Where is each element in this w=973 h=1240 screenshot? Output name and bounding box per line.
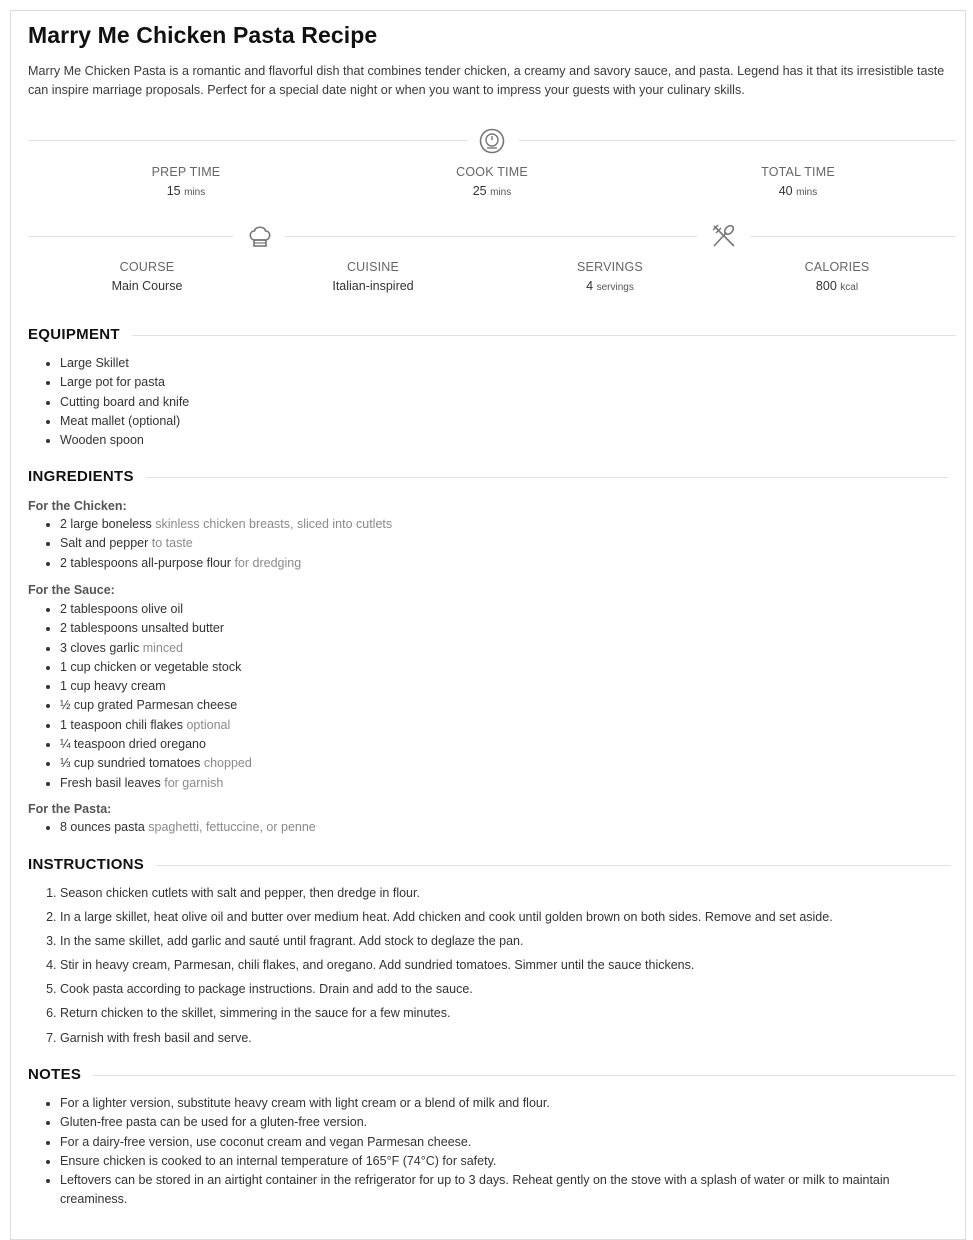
instruction-step: 2. In a large skillet, heat olive oil and butter over medium heat. Add chicken and cook until golden brown on both sides. Remove and set aside.: [60, 905, 833, 929]
ingredient-item: [60, 619, 252, 638]
calories-unit: kcal: [840, 282, 859, 293]
prep-time-unit: mins: [184, 187, 206, 198]
calories-label: CALORIES: [804, 260, 870, 274]
course: [47, 260, 247, 293]
ingredient-name: 2 large boneless: [60, 517, 152, 531]
servings: [510, 260, 710, 293]
instruction-step: 1. Season chicken cutlets with salt and pepper, then dredge in flour.: [60, 881, 833, 905]
note-item: • For a dairy-free version, use coconut cream and vegan Parmesan cheese.: [60, 1133, 930, 1152]
total-time: [698, 165, 898, 198]
course-label: COURSE: [119, 260, 175, 274]
total-time-unit: mins: [796, 187, 818, 198]
ingredient-name: 1 cup chicken or vegetable stock: [60, 659, 242, 674]
fork-spoon-icon: [710, 222, 738, 250]
servings-label: SERVINGS: [577, 260, 643, 274]
note-item: • Gluten-free pasta can be used for a gluten-free version.: [60, 1113, 930, 1132]
calories-value: 800: [815, 279, 837, 293]
note-item: • Ensure chicken is cooked to an internal temperature of 165°F (74°C) for safety.: [60, 1152, 930, 1171]
ingredient-name: Salt and pepper: [60, 536, 149, 551]
ingredient-item: [60, 716, 252, 735]
ingredient-item: [60, 677, 252, 696]
ingredient-name: 8 ounces pasta: [60, 820, 145, 834]
ingredient-item: [60, 639, 252, 658]
ingredient-list: [28, 515, 392, 573]
divider: [28, 140, 468, 141]
ingredient-item: [60, 774, 252, 793]
ingredient-item: [60, 735, 252, 754]
cuisine-value: Italian-inspired: [332, 279, 414, 293]
ingredient-note: chopped: [203, 756, 252, 771]
instruction-step: 3. In the same skillet, add garlic and sauté until fragrant. Add stock to deglaze the pan.: [60, 929, 833, 953]
ingredient-item: [60, 534, 392, 553]
ingredient-note: spaghetti, fettuccine, or penne: [148, 820, 316, 834]
cook-time-label: COOK TIME: [456, 165, 528, 179]
notes-heading: NOTES: [28, 1066, 93, 1083]
total-time-label: TOTAL TIME: [761, 165, 835, 179]
calories: [737, 260, 937, 293]
instructions-heading: INSTRUCTIONS: [28, 856, 156, 873]
ingredient-list: [28, 600, 252, 793]
chef-hat-icon: [246, 222, 274, 250]
ingredient-note: minced: [142, 640, 183, 655]
ingredient-name: 2 tablespoons unsalted butter: [60, 621, 225, 636]
ingredient-group-title: For the Pasta:: [28, 802, 112, 816]
ingredient-note: skinless chicken breasts, sliced into cutlets: [155, 517, 393, 531]
instruction-step: 7. Garnish with fresh basil and serve.: [60, 1026, 833, 1050]
ingredient-note: for dredging: [234, 555, 302, 570]
total-time-value: 40: [778, 184, 793, 198]
instruction-step: 4. Stir in heavy cream, Parmesan, chili flakes, and oregano. Add sundried tomatoes. Simmer until the sauce thickens.: [60, 953, 833, 977]
divider: [28, 236, 233, 237]
cuisine: [273, 260, 473, 293]
instruction-step: 5. Cook pasta according to package instructions. Drain and add to the sauce.: [60, 977, 833, 1001]
divider: [28, 865, 951, 866]
equipment-item: • Meat mallet (optional): [60, 412, 189, 431]
cook-time-unit: mins: [490, 187, 512, 198]
equipment-item: • Cutting board and knife: [60, 393, 189, 412]
divider: [28, 477, 948, 478]
prep-time-label: PREP TIME: [151, 165, 221, 179]
ingredient-item: [60, 818, 316, 837]
divider: [285, 236, 697, 237]
ingredient-item: [60, 554, 392, 573]
servings-unit: servings: [596, 282, 634, 293]
divider: [750, 236, 956, 237]
note-item: • For a lighter version, substitute heavy cream with light cream or a blend of milk and flour.: [60, 1094, 930, 1113]
divider: [28, 335, 956, 336]
ingredient-note: optional: [186, 717, 231, 732]
prep-time: [86, 165, 286, 198]
ingredient-name: Fresh basil leaves: [60, 775, 161, 790]
cook-time: [392, 165, 592, 198]
divider: [519, 140, 956, 141]
recipe-title: Marry Me Chicken Pasta Recipe: [28, 22, 378, 48]
servings-value: 4: [586, 279, 594, 293]
divider: [28, 1075, 956, 1076]
ingredient-group-title: For the Chicken:: [28, 499, 127, 513]
equipment-item: • Large pot for pasta: [60, 373, 189, 392]
ingredient-name: 2 tablespoons all-purpose flour: [60, 555, 231, 570]
ingredient-item: [60, 658, 252, 677]
notes-list: [28, 1094, 930, 1210]
ingredient-name: 2 tablespoons olive oil: [60, 602, 183, 616]
ingredient-name: 1 cup heavy cream: [60, 679, 166, 694]
ingredient-list: [28, 818, 316, 837]
ingredient-item: [60, 515, 392, 534]
ingredient-name: ½ cup grated Parmesan cheese: [60, 698, 238, 713]
equipment-item: • Large Skillet: [60, 354, 189, 373]
cook-time-value: 25: [472, 184, 487, 198]
prep-time-value: 15: [166, 184, 181, 198]
ingredient-name: 1 teaspoon chili flakes: [60, 717, 183, 732]
equipment-item: • Wooden spoon: [60, 431, 189, 450]
instructions-list: [28, 881, 833, 1050]
instruction-step: 6. Return chicken to the skillet, simmering in the sauce for a few minutes.: [60, 1001, 833, 1025]
ingredient-note: to taste: [151, 536, 193, 551]
equipment-list: [28, 354, 189, 450]
ingredients-heading: INGREDIENTS: [28, 468, 146, 485]
note-item: • Leftovers can be stored in an airtight container in the refrigerator for up to 3 days. Reheat gently on the stove with a splash of water or milk to maintain creaminess.: [60, 1171, 930, 1210]
ingredient-note: for garnish: [164, 775, 224, 790]
ingredient-item: [60, 600, 252, 619]
course-value: Main Course: [111, 279, 183, 293]
ingredient-name: ¼ teaspoon dried oregano: [60, 737, 206, 752]
timer-icon: [479, 128, 505, 154]
equipment-heading: EQUIPMENT: [28, 326, 132, 343]
ingredient-item: [60, 754, 252, 773]
ingredient-item: [60, 696, 252, 715]
ingredient-group-title: For the Sauce:: [28, 583, 115, 597]
recipe-summary: Marry Me Chicken Pasta is a romantic and flavorful dish that combines tender chicken, a creamy and savory sauce, and pasta. Legend has it that its irresistible taste can inspire marriage proposals. Perfect for a special date night or when you want to impress your guests with your culinary skills.: [28, 64, 945, 97]
ingredient-name: ⅓ cup sundried tomatoes: [60, 756, 201, 771]
ingredient-name: 3 cloves garlic: [60, 640, 140, 655]
cuisine-label: CUISINE: [346, 260, 400, 274]
